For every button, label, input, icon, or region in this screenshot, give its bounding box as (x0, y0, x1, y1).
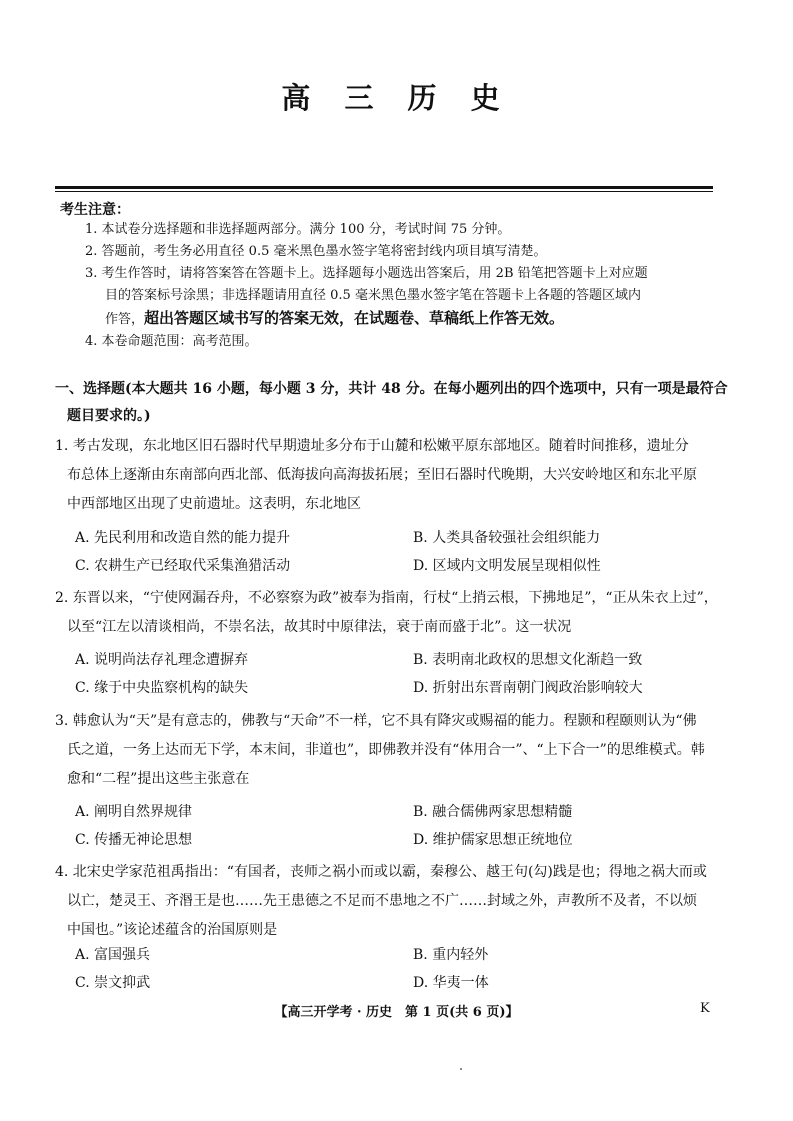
paper-code: K (700, 1001, 710, 1016)
notice-item-3-prefix: 作答， (105, 312, 145, 327)
notice-item-3-cont: 目的答案标号涂黑；非选择题请用直径 0.5 毫米黑色墨水签字笔在答题卡上各题的答题区域内 (105, 288, 641, 303)
question-3-option-d: D. 维护儒家思想正统地位 (413, 832, 573, 848)
header-rule-thin (55, 191, 713, 192)
question-4-line-2: 以亡，楚灵王、齐湣王是也……先王患德之不足而不患地之不广……封域之外，声教所不及者，不以烦 (67, 893, 697, 909)
question-3-line-1: 3. 韩愈认为“天”是有意志的，佛教与“天命”不一样，它不具有降灾或赐福的能力。程颢和程颐则认为“佛 (55, 713, 697, 729)
question-2 (55, 584, 735, 642)
section-header (55, 376, 735, 430)
notice-item-3-end (105, 307, 745, 331)
header-rule-thick (55, 186, 713, 189)
question-4-option-a: A. 富国强兵 (75, 947, 151, 963)
question-2-option-a: A. 说明尚法存礼理念遭摒弃 (75, 652, 249, 668)
section-header-line-1: 一、选择题(本大题共 16 小题，每小题 3 分，共计 48 分。在每小题列出的四个选项中，只有一项是最符合 (55, 381, 728, 397)
question-1-line-2: 布总体上逐渐由东南部向西北部、低海拔向高海拔拓展；至旧石器时代晚期，大兴安岭地区和东北平原 (67, 467, 697, 483)
question-4-line-3: 中国也。”该论述蕴含的治国原则是 (67, 922, 278, 938)
notice-item-4: 4. 本卷命题范围：高考范围。 (85, 334, 258, 349)
question-4-line-1: 4. 北宋史学家范祖禹指出：“有国者，丧师之祸小而或以霸，秦穆公、越王句(勾)践是也；得地之祸大而或 (55, 864, 707, 880)
question-2-option-c: C. 缘于中央监察机构的缺失 (75, 680, 249, 696)
question-1-line-3: 中西部地区出现了史前遗址。这表明，东北地区 (67, 496, 361, 512)
question-3-option-a: A. 阐明自然界规律 (75, 804, 193, 820)
notice-item-3: 3. 考生作答时，请将答案答在答题卡上。选择题每小题选出答案后，用 2B 铅笔把答题卡上对应题 (85, 266, 648, 281)
notice-heading: 考生注意： (60, 202, 130, 218)
question-1-option-b: B. 人类具备较强社会组织能力 (413, 530, 601, 546)
question-3-option-c: C. 传播无神论思想 (75, 832, 193, 848)
question-2-line-2: 以至“江左以清谈相尚，不崇名法，故其时中原律法，衰于南而盛于北”。这一状况 (67, 619, 572, 635)
page-footer: 【高三开学考 · 历史 第 1 页(共 6 页)】 (274, 1005, 519, 1020)
question-1-option-d: D. 区域内文明发展呈现相似性 (413, 558, 601, 574)
question-2-option-d: D. 折射出东晋南朝门阀政治影响较大 (413, 680, 643, 696)
question-4-option-c: C. 崇文抑武 (75, 975, 151, 991)
question-1-option-c: C. 农耕生产已经取代采集渔猎活动 (75, 558, 291, 574)
scan-speck (460, 1068, 462, 1070)
question-1-option-a: A. 先民利用和改造自然的能力提升 (75, 530, 291, 546)
section-header-line-2: 题目要求的。) (67, 408, 151, 424)
page-title: 高 三 历 史 (281, 81, 512, 115)
question-4-option-d: D. 华夷一体 (413, 975, 489, 991)
question-4 (55, 858, 735, 945)
question-2-line-1: 2. 东晋以来，“宁使网漏吞舟，不必察察为政”被奉为指南，行杖“上捎云根，下拂地足”，“正从朱衣上过”， (55, 590, 718, 606)
question-3 (55, 707, 735, 794)
notice-item-1: 1. 本试卷分选择题和非选择题两部分。满分 100 分，考试时间 75 分钟。 (85, 222, 511, 237)
question-2-option-b: B. 表明南北政权的思想文化渐趋一致 (413, 652, 643, 668)
question-3-line-3: 愈和“二程”提出这些主张意在 (67, 771, 250, 787)
question-4-option-b: B. 重内轻外 (413, 947, 489, 963)
notice-emphasis: 超出答题区域书写的答案无效，在试题卷、草稿纸上作答无效。 (144, 309, 565, 327)
question-3-line-2: 氏之道，一务上达而无下学，本末间，非道也”，即佛教并没有“体用合一”、“上下合一”的思维模式。韩 (67, 742, 705, 758)
notice-item-2: 2. 答题前，考生务必用直径 0.5 毫米黑色墨水签字笔将密封线内项目填写清楚。 (85, 244, 547, 259)
question-1-line-1: 1. 考古发现，东北地区旧石器时代早期遗址多分布于山麓和松嫩平原东部地区。随着时间推移，遗址分 (55, 438, 689, 454)
question-3-option-b: B. 融合儒佛两家思想精髓 (413, 804, 573, 820)
question-1 (55, 432, 735, 519)
